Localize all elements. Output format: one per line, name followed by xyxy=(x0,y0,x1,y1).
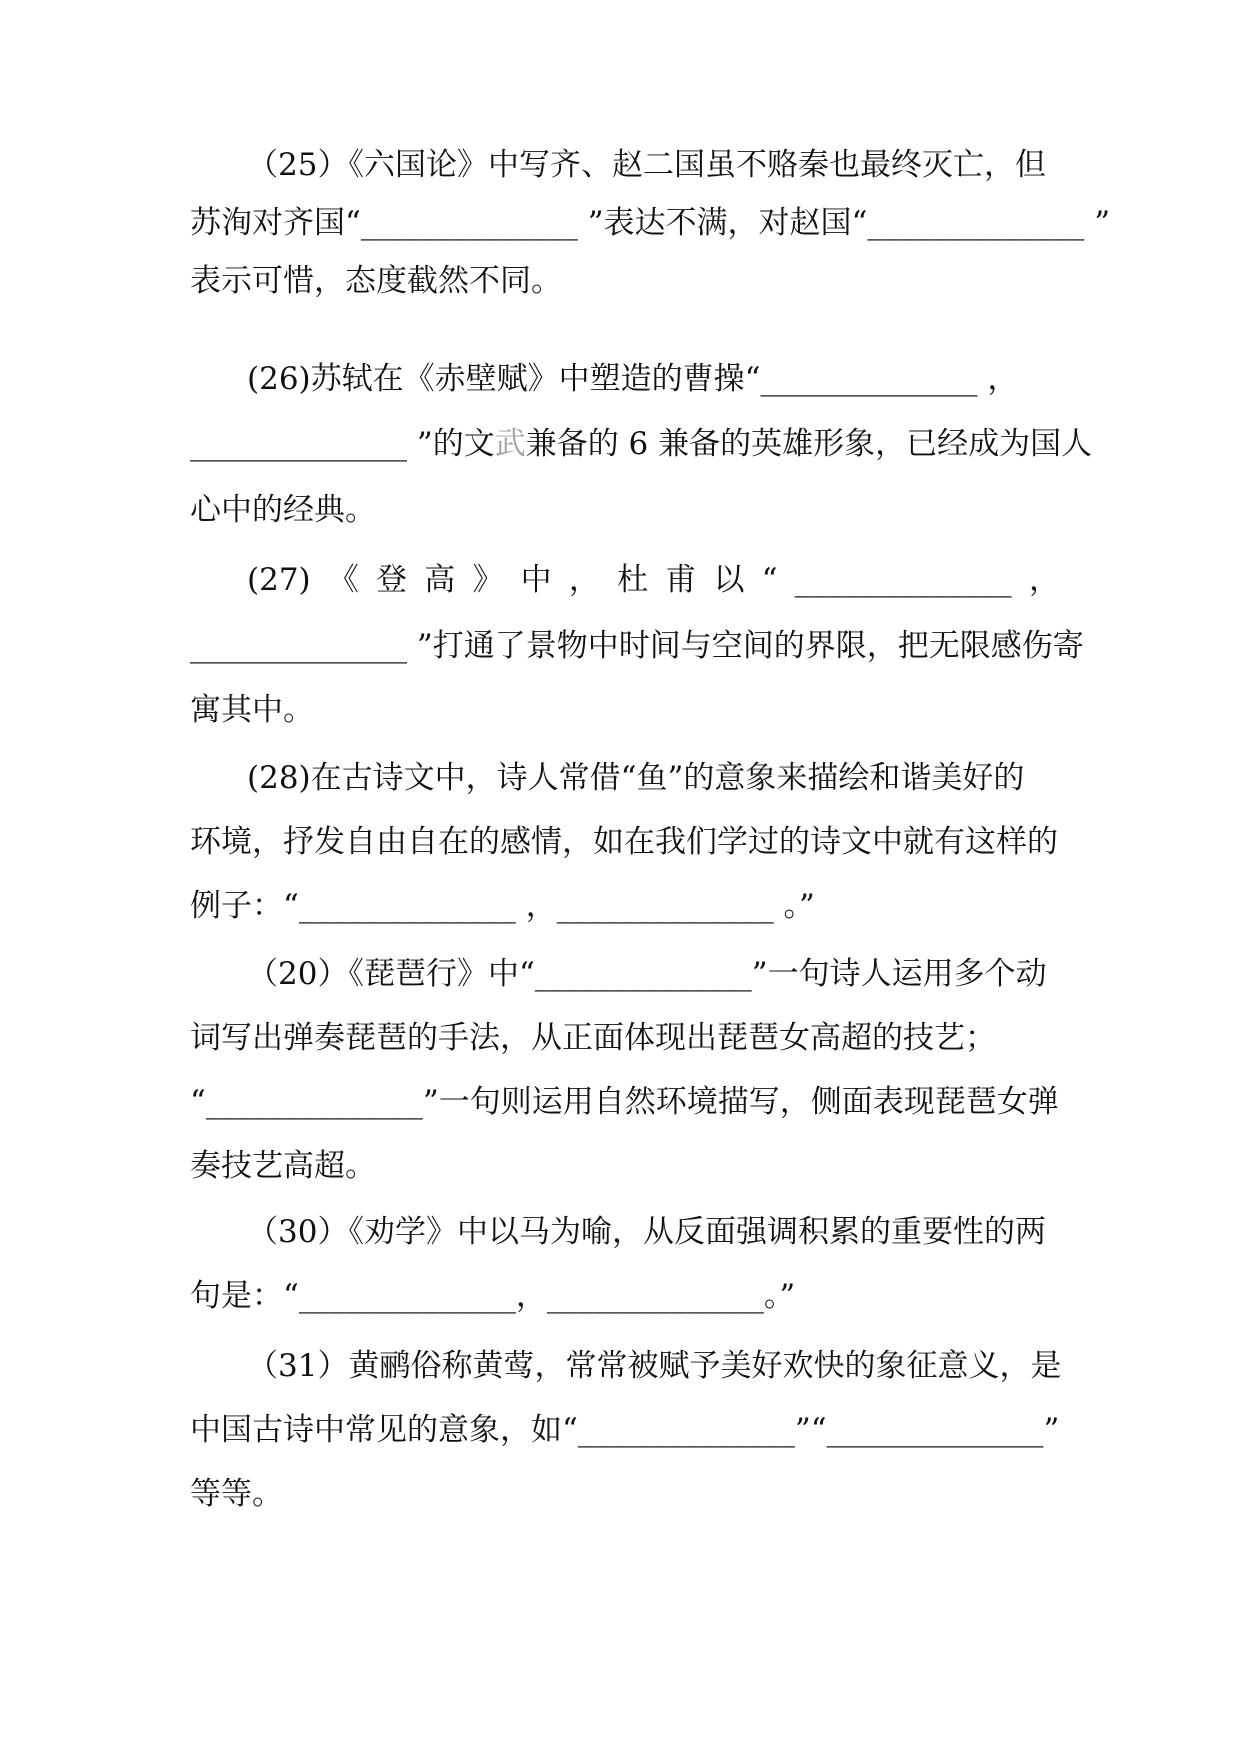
q25-line-1: （25）《六国论》中写齐、赵二国虽不赂秦也最终灭亡，但 xyxy=(247,147,1046,183)
q27-line-3: 寓其中。 xyxy=(190,692,314,728)
q26-line-2-part-b: 兼备的 6 兼备的英雄形象，已经成为国人 xyxy=(525,426,1093,462)
q27-line-2: ______________ ”打通了景物中时间与空间的界限，把无限感伤寄 xyxy=(190,628,1084,664)
q26-line-1: (26)苏轼在《赤壁赋》中塑造的曹操“______________ ， xyxy=(247,361,1019,397)
q27-token: 甫 xyxy=(665,562,697,598)
q27-token: 中 xyxy=(520,562,552,598)
q31-line-1: （31）黄鹂俗称黄莺，常常被赋予美好欢快的象征意义，是 xyxy=(247,1348,1062,1384)
q27-token: 《 xyxy=(327,562,359,598)
q25-line-3: 表示可惜，态度截然不同。 xyxy=(190,263,562,299)
overlay-watermark-char: 武 xyxy=(494,426,526,462)
q27-token: (27) xyxy=(247,562,311,598)
q30-line-1: （30）《劝学》中以马为喻，从反面强调积累的重要性的两 xyxy=(247,1214,1046,1250)
q20-line-1: （20）《琵琶行》中“______________”一句诗人运用多个动 xyxy=(247,956,1047,992)
q26-line-3: 心中的经典。 xyxy=(190,492,376,528)
q26-line-2 xyxy=(190,424,1092,464)
q27-token: 登 xyxy=(376,562,408,598)
q20-line-4: 奏技艺高超。 xyxy=(190,1148,376,1184)
q30-line-2: 句是：“______________，______________。” xyxy=(190,1278,796,1314)
q27-line-1 xyxy=(247,560,1060,600)
q20-line-3: “______________”一句则运用自然环境描写，侧面表现琵琶女弹 xyxy=(190,1084,1059,1120)
q28-line-1: (28)在古诗文中，诗人常借“鱼”的意象来描绘和谐美好的 xyxy=(247,760,1025,796)
q27-token: 杜 xyxy=(617,562,649,598)
q31-line-2: 中国古诗中常见的意象，如“______________”“______________” xyxy=(190,1412,1060,1448)
q27-token: 以 xyxy=(713,562,745,598)
q27-token: ______________ xyxy=(794,562,1012,598)
q26-line-2-part-a: ______________ ”的文 xyxy=(190,426,495,462)
q27-token: “ xyxy=(761,562,778,598)
q27-token: 高 xyxy=(424,562,456,598)
q28-line-3: 例子：“______________ ，______________ 。” xyxy=(190,888,815,924)
q31-line-3: 等等。 xyxy=(190,1476,283,1512)
q27-token: ， xyxy=(1028,562,1060,598)
q27-token: 》 xyxy=(472,562,504,598)
q20-line-2: 词写出弹奏琵琶的手法，从正面体现出琵琶女高超的技艺； xyxy=(190,1020,996,1056)
q27-token: ， xyxy=(568,562,600,598)
q25-line-2: 苏洵对齐国“______________ ”表达不满，对赵国“______________ ” xyxy=(190,205,1111,241)
q28-line-2: 环境，抒发自由自在的感情，如在我们学过的诗文中就有这样的 xyxy=(190,824,1058,860)
